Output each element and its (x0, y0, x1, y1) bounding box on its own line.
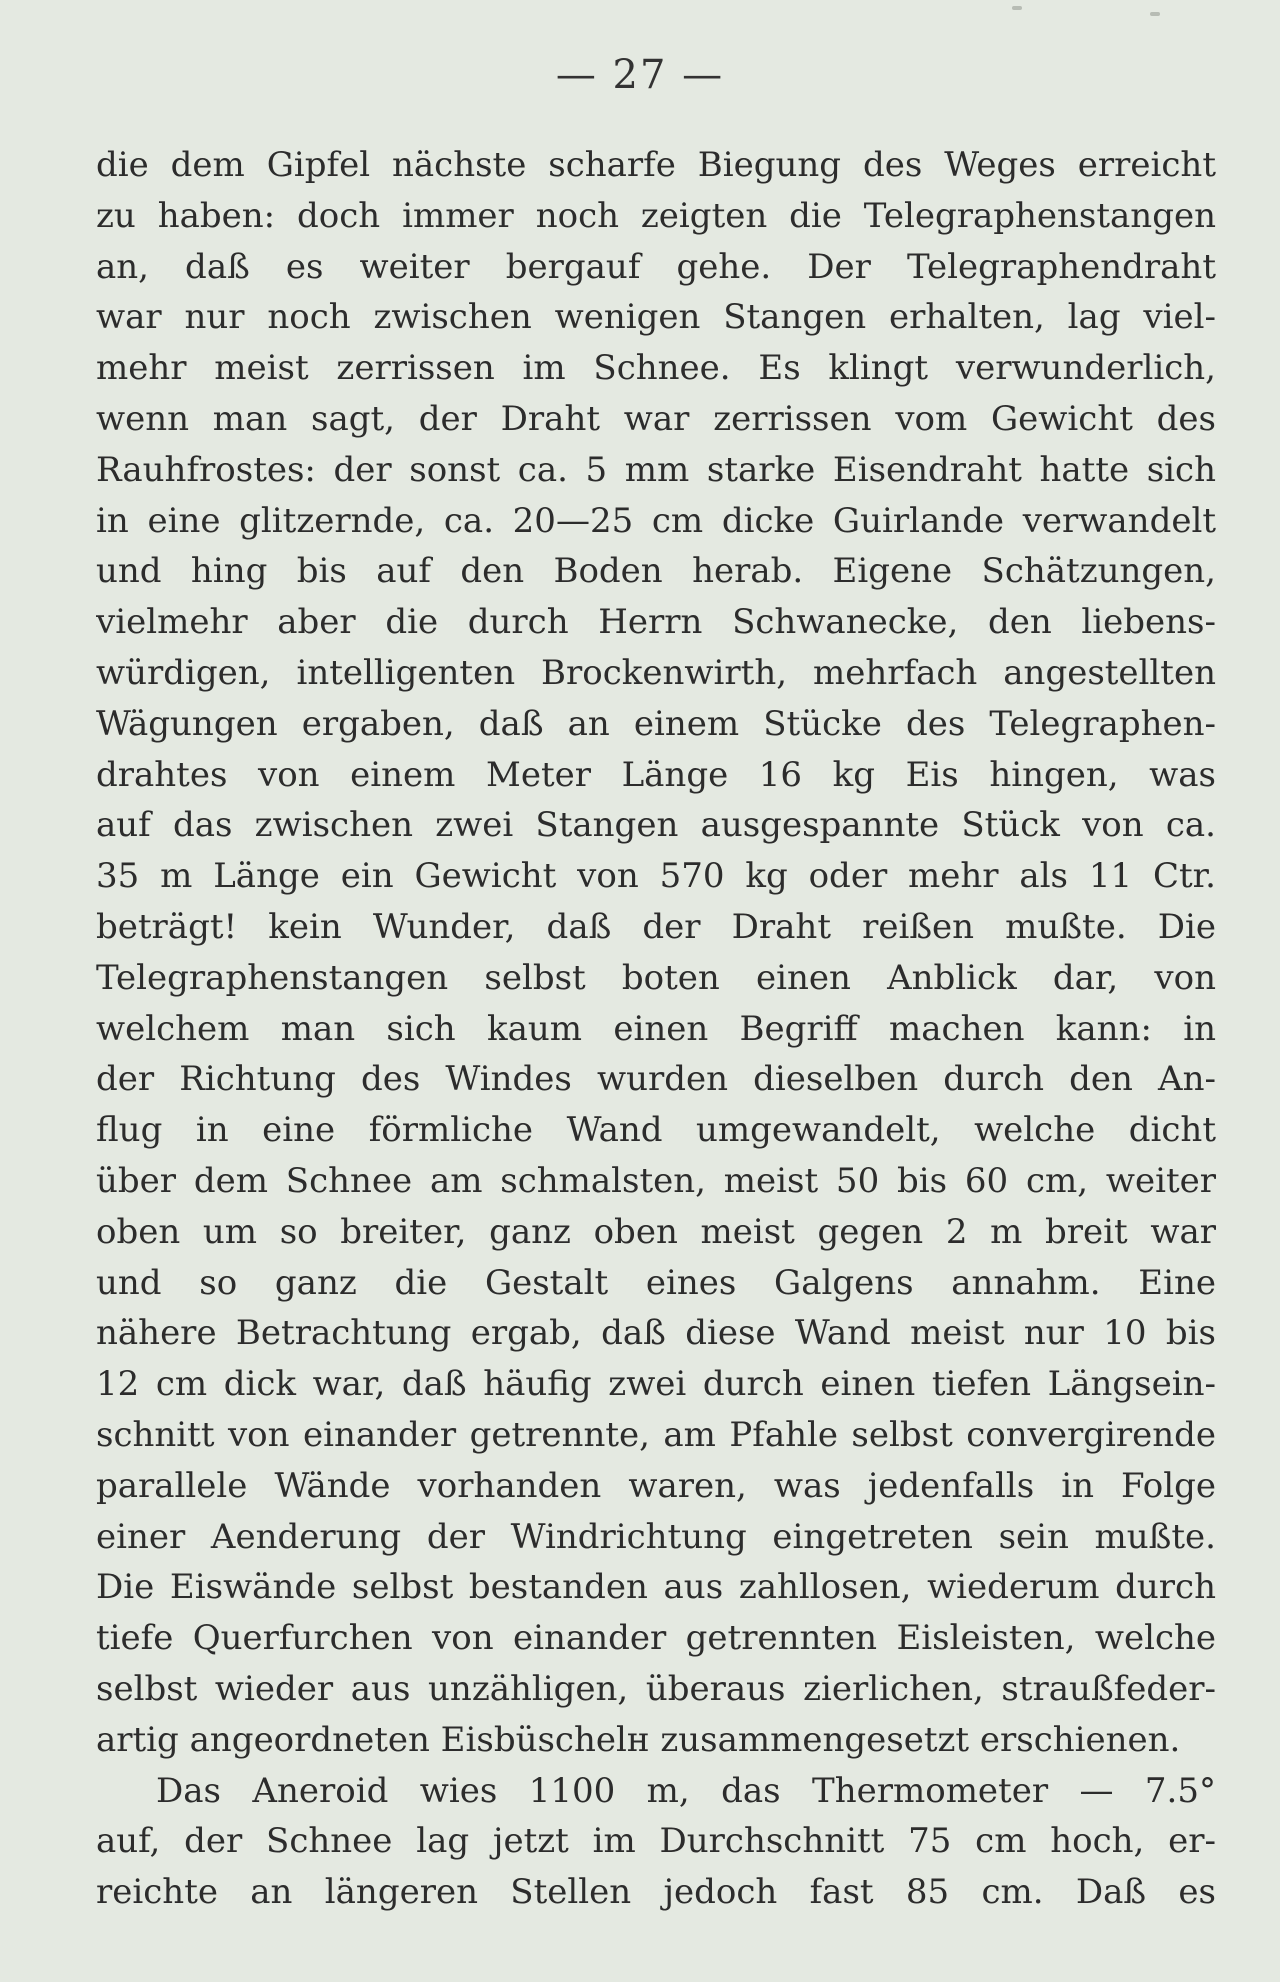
text-line: 35 m Länge ein Gewicht von 570 kg oder mehr als 11 Ctr. (96, 856, 1216, 897)
text-line: und so ganz die Gestalt eines Galgens annahm. Eine (96, 1262, 1216, 1303)
text-line: welchem man sich kaum einen Begriff machen kann: in (96, 1008, 1216, 1049)
text-line: wenn man sagt, der Draht war zerrissen vom Gewicht des (96, 398, 1216, 439)
text-line: parallele Wände vorhanden waren, was jedenfalls in Folge (96, 1465, 1216, 1506)
text-line: Wägungen ergaben, daß an einem Stücke des Telegraphen- (96, 703, 1216, 744)
print-speck (1012, 6, 1022, 10)
text-line: auf, der Schnee lag jetzt im Durchschnitt 75 cm hoch, er- (96, 1821, 1216, 1862)
text-line: die dem Gipfel nächste scharfe Biegung des Weges erreicht (96, 145, 1216, 185)
text-line: mehr meist zerrissen im Schnee. Es klingt verwunderlich, (96, 348, 1216, 389)
text-line: auf das zwischen zwei Stangen ausgespannte Stück von ca. (96, 805, 1216, 846)
text-line: einer Aenderung der Windrichtung eingetreten sein mußte. (96, 1516, 1216, 1557)
text-line: schnitt von einander getrennte, am Pfahle selbst convergirende (96, 1414, 1216, 1455)
text-line: war nur noch zwischen wenigen Stangen erhalten, lag viel- (96, 297, 1216, 338)
body-text (96, 140, 1216, 1918)
page-number: — 27 — (555, 52, 725, 98)
print-speck (1150, 12, 1160, 16)
text-line: vielmehr aber die durch Herrn Schwanecke, den liebens- (96, 602, 1216, 643)
text-line: oben um so breiter, ganz oben meist gegen 2 m breit war (96, 1211, 1216, 1252)
text-line: drahtes von einem Meter Länge 16 kg Eis hingen, was (96, 754, 1216, 795)
text-line: selbst wieder aus unzähligen, überaus zierlichen, straußfeder- (96, 1668, 1216, 1709)
text-line: flug in eine förmliche Wand umgewandelt, welche dicht (96, 1110, 1216, 1151)
text-line: in eine glitzernde, ca. 20—25 cm dicke Guirlande verwandelt (96, 500, 1216, 541)
text-line: beträgt! kein Wunder, daß der Draht reißen mußte. Die (96, 906, 1216, 947)
text-line: würdigen, intelligenten Brockenwirth, mehrfach angestellten (96, 652, 1216, 693)
text-line: Die Eiswände selbst bestanden aus zahllosen, wiederum durch (96, 1567, 1216, 1608)
text-line: an, daß es weiter bergauf gehe. Der Telegraphendraht (96, 246, 1216, 287)
text-line: Telegraphenstangen selbst boten einen Anblick dar, von (96, 957, 1216, 998)
text-line: 12 cm dick war, daß häufig zwei durch einen tiefen Längsein- (96, 1364, 1216, 1405)
text-line: tiefe Querfurchen von einander getrennten Eisleisten, welche (96, 1618, 1216, 1659)
text-line: Rauhfrostes: der sonst ca. 5 mm starke Eisendraht hatte sich (96, 449, 1216, 490)
text-line: der Richtung des Windes wurden dieselben durch den An- (96, 1059, 1216, 1100)
text-line: artig angeordneten Eisbüschelн zusammengesetzt erschienen. (96, 1719, 1181, 1760)
text-line: Das Aneroid wies 1100 m, das Thermometer — 7.5° (156, 1770, 1216, 1811)
text-line: reichte an längeren Stellen jedoch fast 85 cm. Daß es (96, 1872, 1216, 1913)
text-line: zu haben: doch immer noch zeigten die Telegraphenstangen (96, 195, 1216, 236)
text-line: über dem Schnee am schmalsten, meist 50 bis 60 cm, weiter (96, 1160, 1216, 1201)
text-line: und hing bis auf den Boden herab. Eigene Schätzungen, (96, 551, 1216, 592)
text-line: nähere Betrachtung ergab, daß diese Wand meist nur 10 bis (96, 1313, 1216, 1354)
